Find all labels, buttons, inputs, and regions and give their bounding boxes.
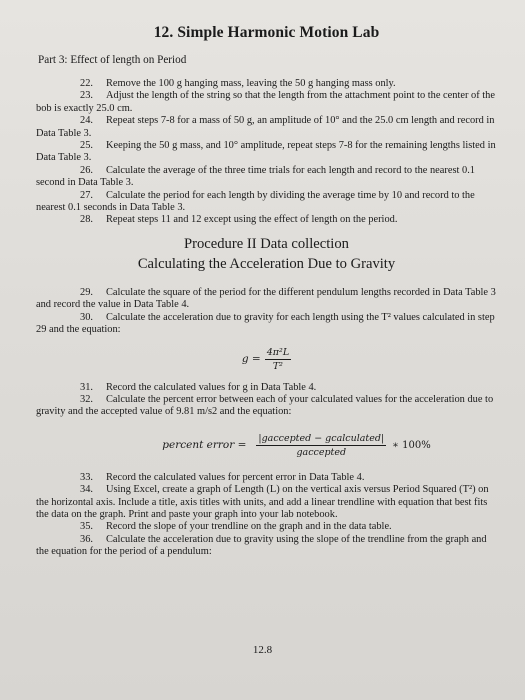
equation-multiplier: ∗ 100% [392,439,431,451]
page-number: 12.8 [252,644,273,656]
equation-numerator: |gaccepted − gcalculated| [258,432,385,444]
equation-lhs: g = [241,353,261,365]
step-item: 23. Adjust the length of the string so that the length from the attachment point to the center of the bob is exactly 25.0 cm. [36,90,495,114]
section-heading: Calculating the Acceleration Due to Gravity [137,255,396,272]
step-item: 30. Calculate the acceleration due to gravity for each length using the T² values calculated in step 29 and the equation: [36,311,495,336]
equation-lhs: percent error = [162,439,247,452]
step-item: 34. Using Excel, create a graph of Length (L) on the vertical axis versus Period Squared (T²) on the horizontal axis. Include a title, axis titles with units, and add a linear trendline with equation that best fits the data on the graph. Print and paste your graph into your lab notebook. [36,484,489,520]
equation-denominator: T² [272,360,283,372]
step-item: 28. Repeat steps 11 and 12 except using the effect of length on the period. [80,214,398,226]
gravity-equation [34,347,499,372]
part-heading: Part 3: Effect of length on Period [38,54,187,66]
step-item: 35. Record the slope of your trendline on the graph and in the data table. [80,521,392,533]
steps-error [36,382,499,419]
equation-fraction [256,433,386,458]
procedure-heading: Procedure II Data collection [184,235,349,252]
step-item: 25. Keeping the 50 g mass, and 10° amplitude, repeat steps 7-8 for the remaining lengths listed in Data Table 3. [36,140,496,164]
steps-part3 [36,78,499,227]
equation-numerator: 4π²L [266,346,290,358]
step-item: 26. Calculate the average of the three time trials for each length and record to the nearest 0.1 second in Data Table 3. [36,164,475,189]
step-item: 31. Record the calculated values for g in Data Table 4. [80,381,317,393]
equation-fraction [265,347,291,372]
steps-gravity [36,287,499,337]
equation-denominator: gaccepted [296,446,347,458]
steps-graph [36,472,499,559]
step-item: 32. Calculate the percent error between each of your calculated values for the acceleration due to gravity and the accepted value of 9.81 m/s2 and the equation: [36,393,494,418]
step-item: 27. Calculate the period for each length by dividing the average time by 10 and record to the nearest 0.1 seconds in Data Table 3. [36,189,475,214]
step-item: 29. Calculate the square of the period for the different pendulum lengths recorded in Data Table 3 and record the value in Data Table 4. [36,286,496,311]
step-item: 36. Calculate the acceleration due to gravity using the slope of the trendline from the graph and the equation for the period of a pendulum: [36,533,487,558]
step-item: 22. Remove the 100 g hanging mass, leaving the 50 g hanging mass only. [80,78,396,89]
page-title: 12. Simple Harmonic Motion Lab [153,24,380,41]
step-item: 24. Repeat steps 7-8 for a mass of 50 g, an amplitude of 10° and the 25.0 cm length and record in Data Table 3. [36,115,495,139]
step-item: 33. Record the calculated values for percent error in Data Table 4. [80,471,365,483]
percent-error-equation [94,433,499,458]
